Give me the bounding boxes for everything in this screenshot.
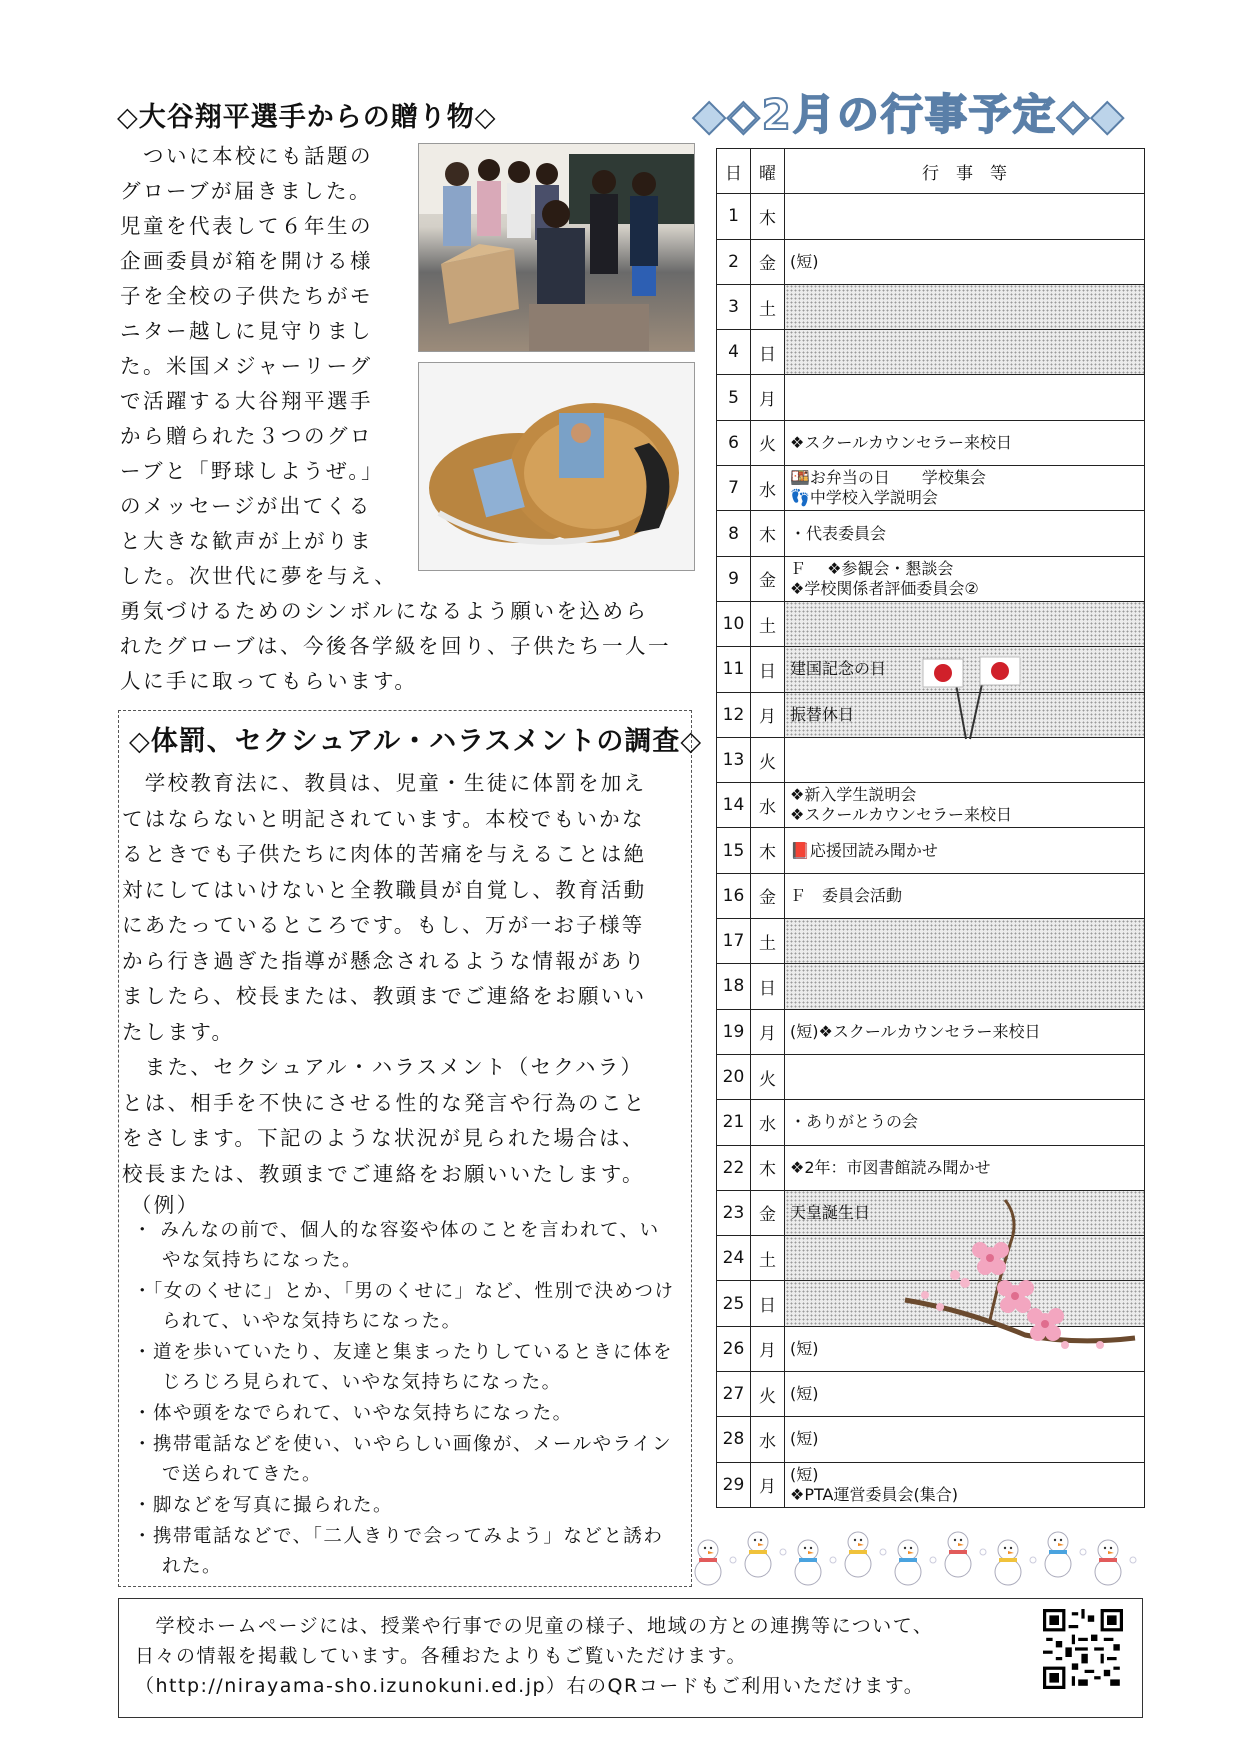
- snowman-icon: [695, 1540, 721, 1585]
- snowman-icon: [745, 1532, 771, 1577]
- gift-heading: ◇大谷翔平選手からの贈り物◇: [117, 102, 497, 133]
- calendar-day: 7: [717, 466, 751, 511]
- survey-text-line: から行き過ぎた指導が懸念されるような情報があり: [122, 948, 647, 973]
- gift-text-line: から贈られた３つのグロ: [120, 424, 373, 448]
- calendar-weekday: 土: [751, 919, 785, 964]
- survey-text-line: るときでも子供たちに肉体的苦痛を与えることは絶: [122, 842, 647, 866]
- calendar-event: ❖新入学生説明会 ❖スクールカウンセラー来校日: [785, 783, 1145, 828]
- calendar-event: (短): [785, 1326, 1145, 1371]
- calendar-row: [717, 330, 1145, 375]
- calendar-row: [717, 420, 1145, 465]
- calendar-title: [693, 82, 1125, 142]
- calendar-weekday: 金: [751, 1190, 785, 1235]
- footer-text-line: 学校ホームページには、授業や行事での児童の様子、地域の方との連携等について、: [135, 1615, 934, 1637]
- calendar-day: 11: [717, 647, 751, 692]
- survey-text-line: てはならないと明記されています。本校でもいかな: [122, 806, 645, 831]
- calendar-event: 天皇誕生日: [785, 1190, 1145, 1235]
- calendar-weekday: 月: [751, 692, 785, 737]
- calendar-row: [717, 1009, 1145, 1054]
- survey-text-line: をさします。下記のような状況が見られた場合は、: [122, 1126, 645, 1150]
- calendar-weekday: 金: [751, 239, 785, 284]
- calendar-day: 6: [717, 420, 751, 465]
- diamond-icon: ◆◇: [693, 90, 762, 139]
- calendar-weekday: 水: [751, 1100, 785, 1145]
- gift-text-line: のメッセージが出てくる: [120, 494, 372, 518]
- calendar-event: [785, 194, 1145, 239]
- calendar-day: 25: [717, 1281, 751, 1326]
- calendar-weekday: 土: [751, 284, 785, 329]
- calendar-day: 29: [717, 1462, 751, 1507]
- gift-text-line: 勇気づけるためのシンボルになるよう願いを込めら: [120, 599, 649, 623]
- snowman-icon: [895, 1540, 921, 1585]
- calendar-event: ・代表委員会: [785, 511, 1145, 556]
- calendar-weekday: 火: [751, 1054, 785, 1099]
- calendar-weekday: 火: [751, 1372, 785, 1417]
- survey-text-line: 学校教育法に、教員は、児童・生徒に体罰を加え: [122, 771, 647, 795]
- calendar-row: [717, 919, 1145, 964]
- calendar-day: 26: [717, 1326, 751, 1371]
- calendar-weekday: 水: [751, 1417, 785, 1462]
- footer-text: [135, 1611, 1035, 1701]
- qr-code-icon[interactable]: [1043, 1609, 1123, 1689]
- calendar-day: 8: [717, 511, 751, 556]
- snowman-icon: [845, 1532, 871, 1577]
- calendar-row: [717, 511, 1145, 556]
- calendar-weekday: 日: [751, 647, 785, 692]
- example-item: ・ みんなの前で、個人的な容姿や体のことを言われて、いやな気持ちになった。: [133, 1220, 660, 1271]
- example-list: [133, 1216, 678, 1583]
- gift-text-line: た。米国メジャーリーグ: [120, 354, 373, 378]
- gift-text-line: で活躍する大谷翔平選手: [120, 389, 373, 413]
- calendar-day: 20: [717, 1054, 751, 1099]
- calendar-day: 16: [717, 873, 751, 918]
- calendar-day: 14: [717, 783, 751, 828]
- example-item: ・道を歩いていたり、友達と集まったりしているときに体をじろじろ見られて、いやな気持ちになった。: [133, 1342, 674, 1393]
- calendar-event: [785, 330, 1145, 375]
- calendar-event: ❖2年：市図書館読み聞かせ: [785, 1145, 1145, 1190]
- gift-text-line: ニター越しに見守りまし: [120, 319, 373, 343]
- calendar-day: 22: [717, 1145, 751, 1190]
- calendar-event: [785, 964, 1145, 1009]
- calendar-event: 📕応援団読み聞かせ: [785, 828, 1145, 873]
- calendar-weekday: 日: [751, 1281, 785, 1326]
- calendar-event: (短) ❖PTA運営委員会(集合): [785, 1462, 1145, 1507]
- gift-text-line: 児童を代表して６年生の: [120, 214, 373, 238]
- survey-text-line: 校長または、教頭までご連絡をお願いいたします。: [122, 1161, 645, 1186]
- calendar-weekday: 木: [751, 828, 785, 873]
- calendar-day: 1: [717, 194, 751, 239]
- gift-narrow-text: [120, 139, 420, 594]
- snowman-icon: [1095, 1540, 1121, 1585]
- calendar-weekday: 月: [751, 1462, 785, 1507]
- example-item: ・携帯電話などを使い、いやらしい画像が、メールやラインで送られてきた。: [133, 1434, 673, 1485]
- calendar-event: 🍱お弁当の日 学校集会 👣中学校入学説明会: [785, 466, 1145, 511]
- example-label: （例）: [131, 1193, 200, 1217]
- calendar-event: Ｆ ❖参観会・懇談会 ❖学校関係者評価委員会②: [785, 556, 1145, 601]
- snowman-icon: [995, 1540, 1021, 1585]
- calendar-day: 23: [717, 1190, 751, 1235]
- calendar-event: (短): [785, 239, 1145, 284]
- example-item: ・体や頭をなでられて、いやな気持ちになった。: [133, 1403, 573, 1424]
- calendar-day: 10: [717, 601, 751, 646]
- example-item: ・「女のくせに」とか、「男のくせに」など、性別で決めつけられて、いやな気持ちになった。: [133, 1281, 675, 1332]
- calendar-event: 振替休日: [785, 692, 1145, 737]
- calendar-weekday: 木: [751, 1145, 785, 1190]
- calendar-title-text: 2月の行事予定: [761, 90, 1057, 139]
- flag-icon: [918, 654, 1028, 744]
- calendar-row: [717, 375, 1145, 420]
- calendar-weekday: 日: [751, 330, 785, 375]
- calendar-row: [717, 1100, 1145, 1145]
- calendar-day: 4: [717, 330, 751, 375]
- calendar-row: [717, 601, 1145, 646]
- survey-box: [118, 710, 703, 1587]
- calendar-row: [717, 284, 1145, 329]
- gloves-photo: [418, 362, 695, 571]
- calendar-day: 19: [717, 1009, 751, 1054]
- calendar-event: [785, 737, 1145, 782]
- calendar-row: [717, 466, 1145, 511]
- calendar-row: [717, 1054, 1145, 1099]
- gift-text-line: グローブが届きました。: [120, 179, 372, 203]
- students-opening-box-photo: [418, 143, 695, 352]
- calendar-weekday: 日: [751, 964, 785, 1009]
- survey-text-line: ましたら、校長または、教頭までご連絡をお願いい: [122, 984, 647, 1008]
- gift-text-line: ついに本校にも話題の: [120, 144, 373, 168]
- survey-text-line: 対にしてはいけないと全教職員が自覚し、教育活動: [122, 877, 647, 902]
- survey-text-line: たします。: [122, 1019, 235, 1044]
- calendar-row: [717, 737, 1145, 782]
- calendar-row: [717, 1145, 1145, 1190]
- snowman-row: [690, 1522, 1170, 1592]
- snowman-icon: [945, 1532, 971, 1577]
- calendar-day: 17: [717, 919, 751, 964]
- calendar-row: [717, 873, 1145, 918]
- calendar-event: [785, 919, 1145, 964]
- gift-text-line: 企画委員が箱を開ける様: [120, 249, 373, 273]
- calendar-day: 28: [717, 1417, 751, 1462]
- gift-text-line: れたグローブは、今後各学級を回り、子供たち一人一: [120, 634, 671, 658]
- calendar-day: 9: [717, 556, 751, 601]
- calendar-day: 21: [717, 1100, 751, 1145]
- calendar-day: 18: [717, 964, 751, 1009]
- calendar-day: 12: [717, 692, 751, 737]
- calendar-weekday: 火: [751, 420, 785, 465]
- calendar-event: [785, 601, 1145, 646]
- survey-heading: ◇体罰、セクシュアル・ハラスメントの調査◇: [129, 726, 703, 757]
- calendar-event: Ｆ 委員会活動: [785, 873, 1145, 918]
- calendar-weekday: 木: [751, 194, 785, 239]
- calendar-weekday: 金: [751, 556, 785, 601]
- example-item: ・脚などを写真に撮られた。: [133, 1495, 394, 1516]
- calendar-event: (短): [785, 1417, 1145, 1462]
- weekday-header: 曜: [751, 149, 785, 194]
- calendar-row: [717, 1417, 1145, 1462]
- calendar-event: [785, 1054, 1145, 1099]
- snowman-icon: [1045, 1532, 1071, 1577]
- calendar-event: 建国記念の日: [785, 647, 1145, 692]
- survey-text-line: にあたっているところです。もし、万が一お子様等: [122, 913, 645, 937]
- calendar-day: 3: [717, 284, 751, 329]
- snowman-icon: [795, 1540, 821, 1585]
- gift-wide-text: [120, 594, 700, 699]
- calendar-event: ❖スクールカウンセラー来校日: [785, 420, 1145, 465]
- calendar-event: [785, 375, 1145, 420]
- calendar-event: (短)❖スクールカウンセラー来校日: [785, 1009, 1145, 1054]
- calendar-weekday: 木: [751, 511, 785, 556]
- calendar-day: 27: [717, 1372, 751, 1417]
- calendar-day: 24: [717, 1236, 751, 1281]
- calendar-weekday: 土: [751, 601, 785, 646]
- calendar-weekday: 火: [751, 737, 785, 782]
- calendar-event: ・ありがとうの会: [785, 1100, 1145, 1145]
- example-item: ・携帯電話などで、「二人きりで会ってみよう」などと誘われた。: [133, 1526, 664, 1577]
- gift-text-line: した。次世代に夢を与え、: [120, 564, 398, 588]
- calendar-row: [717, 194, 1145, 239]
- diamond-icon: ◇◆: [1056, 90, 1126, 139]
- calendar-weekday: 月: [751, 1326, 785, 1371]
- calendar-weekday: 水: [751, 466, 785, 511]
- calendar-day: 13: [717, 737, 751, 782]
- calendar-day: 2: [717, 239, 751, 284]
- calendar-weekday: 月: [751, 1009, 785, 1054]
- calendar-weekday: 金: [751, 873, 785, 918]
- gift-text-line: 子を全校の子供たちがモ: [120, 284, 373, 308]
- event-header: 行 事 等: [785, 149, 1145, 194]
- calendar-row: [717, 828, 1145, 873]
- calendar-row: [717, 556, 1145, 601]
- plum-blossom-icon: [895, 1195, 1145, 1355]
- calendar-weekday: 水: [751, 783, 785, 828]
- survey-text-line: とは、相手を不快にさせる性的な発言や行為のこと: [122, 1090, 647, 1115]
- calendar-day: 15: [717, 828, 751, 873]
- survey-paragraph-2: [122, 1050, 688, 1192]
- calendar-row: [717, 1462, 1145, 1507]
- calendar-row: [717, 239, 1145, 284]
- calendar-weekday: 土: [751, 1236, 785, 1281]
- calendar-row: [717, 1372, 1145, 1417]
- footer-text-line: 日々の情報を掲載しています。各種おたよりもご覧いただけます。: [135, 1645, 747, 1667]
- calendar-row: [717, 964, 1145, 1009]
- footer-box: [118, 1598, 1143, 1718]
- calendar-row: [717, 783, 1145, 828]
- calendar-event: (短): [785, 1372, 1145, 1417]
- gift-text-line: ーブと「野球しようぜ。」: [120, 459, 385, 483]
- gift-text-line: 人に手に取ってもらいます。: [120, 669, 418, 693]
- calendar-day: 5: [717, 375, 751, 420]
- footer-text-line: （http://nirayama-sho.izunokuni.ed.jp）右のQRコードもご利用いただけます。: [135, 1675, 925, 1697]
- survey-paragraph-1: [122, 766, 688, 1050]
- calendar-weekday: 月: [751, 375, 785, 420]
- calendar-event: [785, 284, 1145, 329]
- survey-text-line: また、セクシュアル・ハラスメント（セクハラ）: [122, 1055, 644, 1079]
- gift-text-line: と大きな歓声が上がりま: [120, 529, 373, 553]
- day-header: 日: [717, 149, 751, 194]
